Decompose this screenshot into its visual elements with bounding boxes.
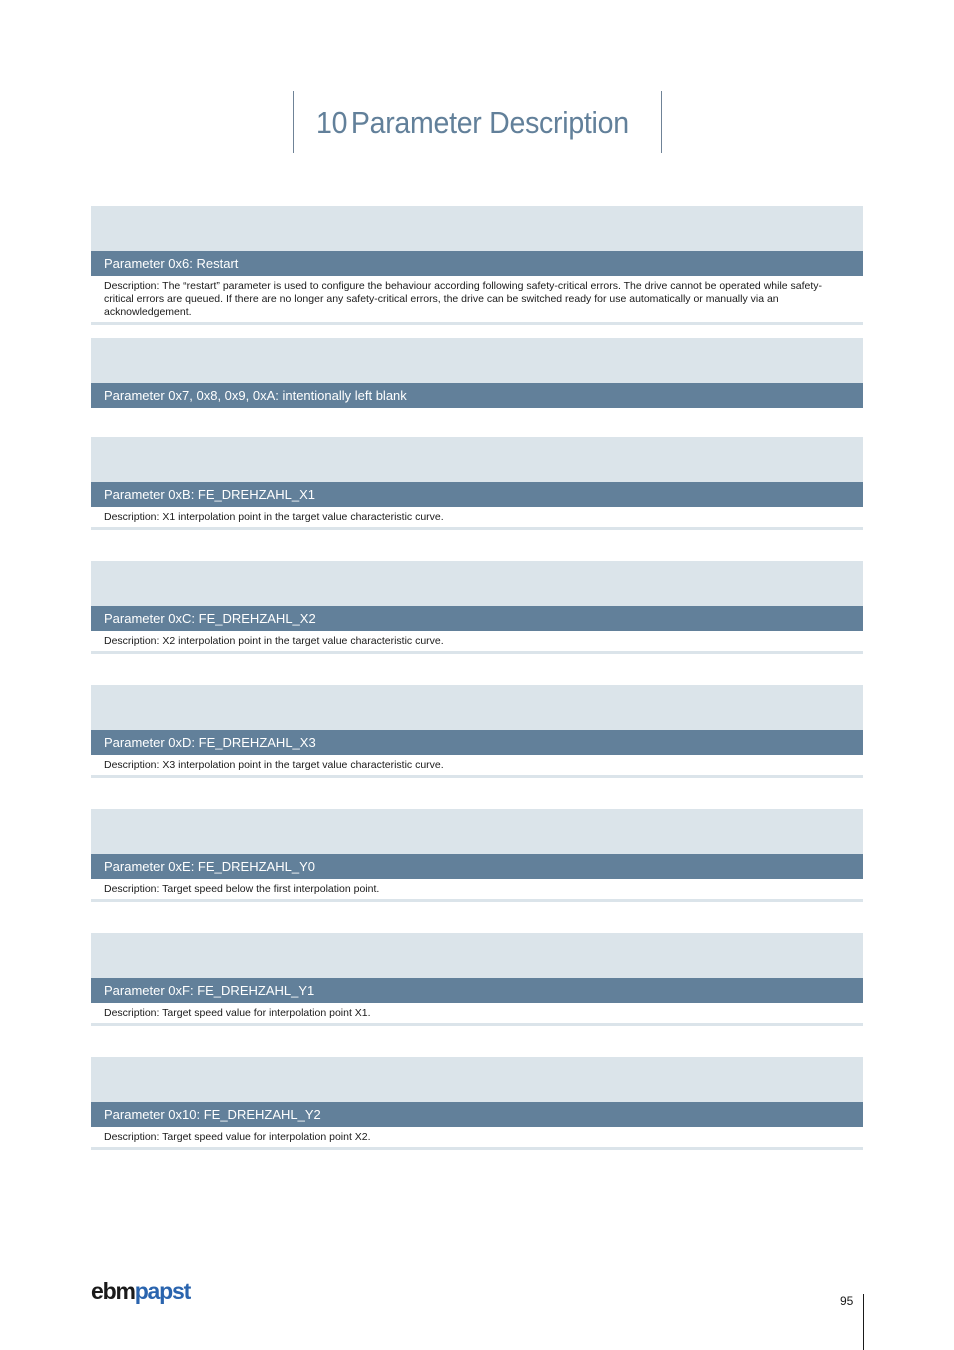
parameter-description	[91, 1127, 863, 1150]
parameter-block-0x7-0xA	[91, 338, 863, 408]
logo-part-ebm: ebm	[91, 1278, 135, 1304]
parameter-heading: Parameter 0x7, 0x8, 0x9, 0xA: intentionally left blank	[91, 383, 863, 408]
parameter-heading: Parameter 0x6: Restart	[91, 251, 863, 276]
parameter-heading: Parameter 0x10: FE_DREHZAHL_Y2	[91, 1102, 863, 1127]
parameter-description-text: Description: Target speed value for interpolation point X1.	[104, 1007, 371, 1019]
parameter-heading: Parameter 0xF: FE_DREHZAHL_Y1	[91, 978, 863, 1003]
parameter-block-0x6	[91, 206, 863, 325]
page-number: 95	[840, 1294, 854, 1308]
chapter-number: 10	[316, 105, 348, 140]
page-number-rule	[863, 1294, 864, 1350]
parameter-band	[91, 561, 863, 606]
page-title	[316, 105, 629, 141]
parameter-description	[91, 631, 863, 654]
parameter-block-0xF	[91, 933, 863, 1026]
parameter-block-0x10	[91, 1057, 863, 1150]
parameter-description-text: Description: X1 interpolation point in the target value characteristic curve.	[104, 511, 444, 523]
parameter-description	[91, 755, 863, 778]
parameter-description-text: Description: Target speed value for interpolation point X2.	[104, 1131, 371, 1143]
chapter-title: Parameter Description	[350, 105, 629, 140]
parameter-description	[91, 276, 863, 325]
parameter-heading: Parameter 0xC: FE_DREHZAHL_X2	[91, 606, 863, 631]
parameter-band	[91, 809, 863, 854]
parameter-band	[91, 685, 863, 730]
parameter-description-text: Description: X2 interpolation point in the target value characteristic curve.	[104, 635, 444, 647]
parameter-description-text: Description: X3 interpolation point in the target value characteristic curve.	[104, 759, 444, 771]
parameter-heading: Parameter 0xD: FE_DREHZAHL_X3	[91, 730, 863, 755]
parameter-band	[91, 1057, 863, 1102]
parameter-description	[91, 1003, 863, 1026]
parameter-block-0xB	[91, 437, 863, 530]
chapter-title-block	[293, 91, 662, 153]
parameter-heading: Parameter 0xB: FE_DREHZAHL_X1	[91, 482, 863, 507]
parameter-band	[91, 933, 863, 978]
ebmpapst-logo	[91, 1278, 190, 1305]
parameter-description-text: Description: The “restart” parameter is used to configure the behaviour according following safety-critical errors. The drive cannot be operated while safety-critical errors are queued. If there are no longer any safety-critical errors, the drive can be switched ready for use automatically or manually via an acknowledgement.	[104, 280, 823, 318]
parameter-band	[91, 437, 863, 482]
parameter-description-text: Description: Target speed below the first interpolation point.	[104, 883, 380, 895]
parameter-description	[91, 507, 863, 530]
parameter-band	[91, 338, 863, 383]
parameter-description	[91, 879, 863, 902]
parameter-band	[91, 206, 863, 251]
parameter-block-0xC	[91, 561, 863, 654]
parameter-block-0xD	[91, 685, 863, 778]
parameter-heading: Parameter 0xE: FE_DREHZAHL_Y0	[91, 854, 863, 879]
parameter-block-0xE	[91, 809, 863, 902]
logo-part-papst: papst	[134, 1278, 191, 1304]
